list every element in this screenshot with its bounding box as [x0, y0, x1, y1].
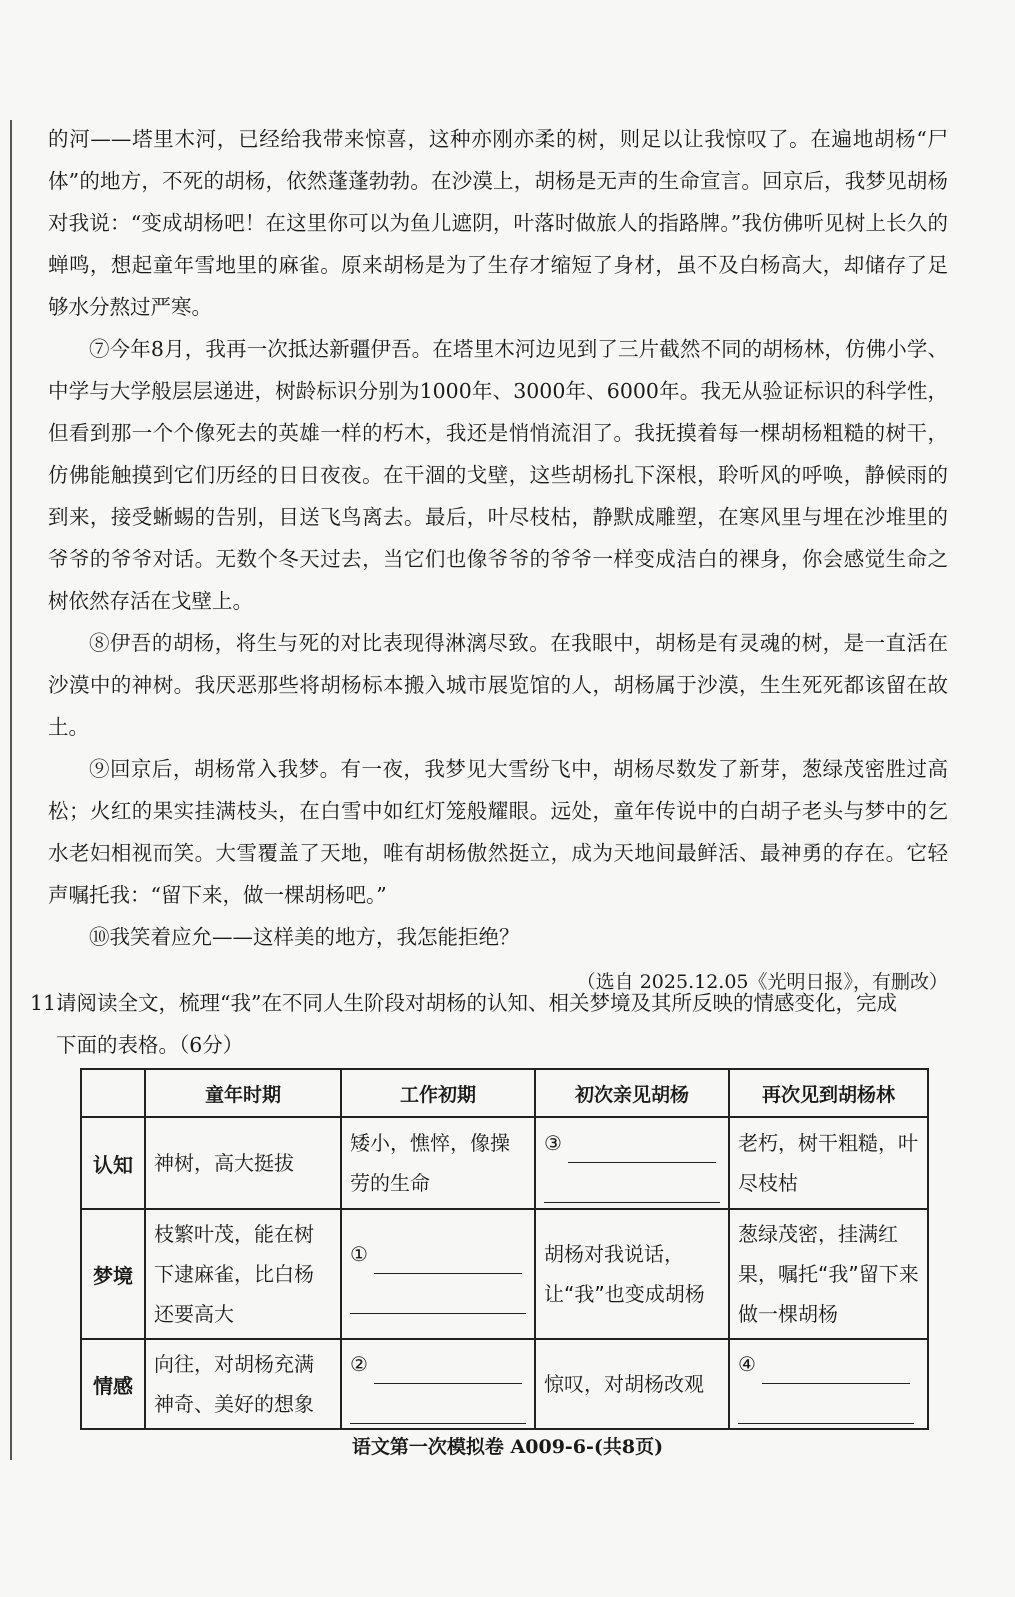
blank-marker-4: ④ — [738, 1352, 756, 1376]
header-early-work: 工作初期 — [341, 1069, 535, 1117]
answer-blank-2b[interactable] — [350, 1399, 526, 1424]
row-label-dream: 梦境 — [81, 1209, 145, 1339]
answer-blank-4a[interactable] — [762, 1359, 910, 1384]
page-footer: 语文第一次模拟卷 A009-6-(共8页) — [351, 1436, 664, 1458]
cell-dream-seen-again: 葱绿茂密，挂满红果，嘱托“我”留下来做一棵胡杨 — [729, 1209, 928, 1339]
cell-cognition-childhood: 神树，高大挺拔 — [145, 1117, 341, 1209]
question-11 — [30, 982, 942, 1066]
table-row-cognition — [81, 1117, 928, 1209]
cell-emotion-early-work[interactable] — [341, 1339, 535, 1429]
answer-blank-3b[interactable] — [544, 1178, 720, 1203]
left-margin-rule — [10, 120, 12, 1460]
paragraph-9: ⑨回京后，胡杨常入我梦。有一夜，我梦见大雪纷飞中，胡杨尽数发了新芽，葱绿茂密胜过高松；火红的果实挂满枝头，在白雪中如红灯笼般耀眼。远处，童年传说中的白胡子老头与梦中的乞水老妇相视而笑。大雪覆盖了天地，唯有胡杨傲然挺立，成为天地间最鲜活、最神勇的存在。它轻声嘱托我：“留下来，做一棵胡杨吧。” — [48, 757, 948, 907]
table-header-row — [81, 1069, 928, 1117]
blank-marker-2: ② — [350, 1352, 368, 1376]
answer-blank-1a[interactable] — [374, 1249, 522, 1274]
paragraph-8: ⑧伊吾的胡杨，将生与死的对比表现得淋漓尽致。在我眼中，胡杨是有灵魂的树，是一直活在沙漠中的神树。我厌恶那些将胡杨标本搬入城市展览馆的人，胡杨属于沙漠，生生死死都该留在故土。 — [48, 631, 948, 739]
answer-table — [80, 1068, 929, 1430]
question-text-line1: 请阅读全文，梳理“我”在不同人生阶段对胡杨的认知、相关梦境及其所反映的情感变化，完成 — [56, 991, 897, 1015]
answer-blank-2a[interactable] — [374, 1359, 522, 1384]
paragraph-7: ⑦今年8月，我再一次抵达新疆伊吾。在塔里木河边见到了三片截然不同的胡杨林，仿佛小学、中学与大学般层层递进，树龄标识分别为1000年、3000年、6000年。我无从验证标识的科学性，但看到那一个个像死去的英雄一样的朽木，我还是悄悄流泪了。我抚摸着每一棵胡杨粗糙的树干，仿佛能触摸到它们历经的日日夜夜。在干涸的戈壁，这些胡杨扎下深根，聆听风的呼唤，静候雨的到来，接受蜥蜴的告别，目送飞鸟离去。最后，叶尽枝枯，静默成雕塑，在寒风里与埋在沙堆里的爷爷的爷爷对话。无数个冬天过去，当它们也像爷爷的爷爷一样变成洁白的裸身，你会感觉生命之树依然存活在戈壁上。 — [48, 337, 948, 613]
cell-emotion-first-seen: 惊叹，对胡杨改观 — [535, 1339, 729, 1429]
cell-dream-childhood: 枝繁叶茂，能在树下逮麻雀，比白杨还要高大 — [145, 1209, 341, 1339]
header-childhood: 童年时期 — [145, 1069, 341, 1117]
article-source: （选自 2025.12.05《光明日报》，有删改） — [576, 971, 948, 993]
question-text-line2: 下面的表格。（6分） — [56, 1033, 244, 1057]
row-label-cognition: 认知 — [81, 1117, 145, 1209]
answer-blank-4b[interactable] — [738, 1399, 914, 1424]
row-label-emotion: 情感 — [81, 1339, 145, 1429]
cell-cognition-first-seen[interactable] — [535, 1117, 729, 1209]
article-body — [48, 118, 948, 1002]
answer-blank-1b[interactable] — [350, 1289, 526, 1314]
blank-marker-1: ① — [350, 1242, 368, 1266]
table-row-emotion — [81, 1339, 928, 1429]
blank-marker-3: ③ — [544, 1131, 562, 1155]
header-first-seen: 初次亲见胡杨 — [535, 1069, 729, 1117]
table-row-dream — [81, 1209, 928, 1339]
cell-dream-early-work[interactable] — [341, 1209, 535, 1339]
cell-emotion-childhood: 向往，对胡杨充满神奇、美好的想象 — [145, 1339, 341, 1429]
cell-dream-first-seen: 胡杨对我说话，让“我”也变成胡杨 — [535, 1209, 729, 1339]
cell-cognition-early-work: 矮小，憔悴，像操劳的生命 — [341, 1117, 535, 1209]
paragraph-continuation: 的河——塔里木河，已经给我带来惊喜，这种亦刚亦柔的树，则足以让我惊叹了。在遍地胡杨“尸体”的地方，不死的胡杨，依然蓬蓬勃勃。在沙漠上，胡杨是无声的生命宣言。回京后，我梦见胡杨对我说：“变成胡杨吧！在这里你可以为鱼儿遮阴，叶落时做旅人的指路牌。”我仿佛听见树上长久的蝉鸣，想起童年雪地里的麻雀。原来胡杨是为了生存才缩短了身材，虽不及白杨高大，却储存了足够水分熬过严寒。 — [48, 127, 948, 319]
cell-emotion-seen-again[interactable] — [729, 1339, 928, 1429]
cell-cognition-seen-again: 老朽，树干粗糙，叶尽枝枯 — [729, 1117, 928, 1209]
header-seen-again: 再次见到胡杨林 — [729, 1069, 928, 1117]
corner-cell — [81, 1069, 145, 1117]
paragraph-10: ⑩我笑着应允——这样美的地方，我怎能拒绝？ — [89, 925, 520, 949]
answer-blank-3a[interactable] — [568, 1138, 716, 1163]
question-number: 11. — [30, 991, 63, 1015]
